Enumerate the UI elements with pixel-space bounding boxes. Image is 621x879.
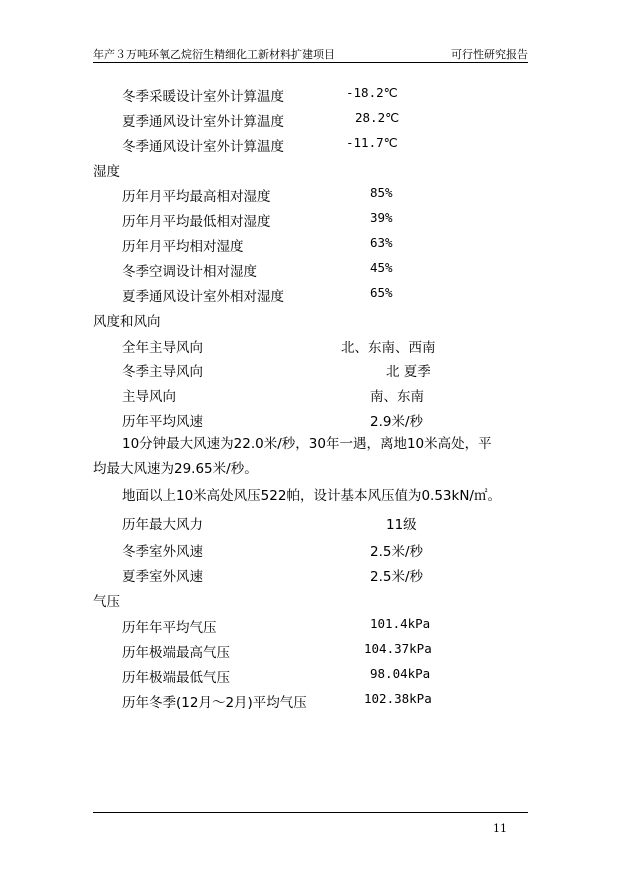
- row-label: 冬季空调设计相对湿度: [122, 264, 257, 280]
- row-value: 2.9米/秒: [370, 414, 424, 430]
- row-value: -18.2℃: [346, 85, 398, 100]
- row-label: 冬季采暖设计室外计算温度: [122, 89, 284, 105]
- row-label: 冬季主导风向: [122, 364, 203, 380]
- paragraph-line: 10分钟最大风速为22.0米/秒，30年一遇，离地10米高处，平: [122, 436, 492, 452]
- row-value: 63%: [370, 235, 393, 250]
- paragraph-line: 地面以上10米高处风压522帕，设计基本风压值为0.53kN/㎡。: [122, 488, 501, 504]
- row-value: 39%: [370, 210, 393, 225]
- row-value: 101.4kPa: [370, 616, 431, 631]
- row-label: 历年月平均最低相对湿度: [122, 214, 271, 230]
- paragraph: [93, 484, 528, 509]
- row-label: 夏季通风设计室外计算温度: [122, 114, 284, 130]
- row-label: 历年最大风力: [122, 517, 203, 533]
- row-value: 85%: [370, 185, 393, 200]
- row-label: 历年月平均最高相对湿度: [122, 189, 271, 205]
- row-value: 北、东南、西南: [341, 340, 436, 356]
- footer-rule: [93, 812, 528, 813]
- row-label: 夏季室外风速: [122, 569, 203, 585]
- page-number: 11: [493, 822, 507, 835]
- row-value: 11级: [386, 517, 417, 533]
- section-title: 湿度: [93, 164, 120, 180]
- row-value: 南、东南: [370, 389, 424, 405]
- header-report-title: 可行性研究报告: [451, 48, 528, 61]
- row-value: 北 夏季: [386, 364, 431, 380]
- row-value: -11.7℃: [346, 135, 398, 150]
- row-label: 历年极端最低气压: [122, 670, 230, 686]
- row-label: 历年极端最高气压: [122, 645, 230, 661]
- row-label: 夏季通风设计室外相对湿度: [122, 289, 284, 305]
- row-label: 冬季通风设计室外计算温度: [122, 139, 284, 155]
- section-title: 气压: [93, 594, 120, 610]
- row-label: 冬季室外风速: [122, 544, 203, 560]
- row-label: 历年年平均气压: [122, 620, 217, 636]
- row-value: 104.37kPa: [364, 641, 432, 656]
- paragraph: [93, 432, 528, 482]
- row-value: 65%: [370, 285, 393, 300]
- row-value: 28.2℃: [355, 110, 400, 125]
- row-value: 2.5米/秒: [370, 544, 424, 560]
- section-title: 风度和风向: [93, 314, 161, 330]
- row-value: 2.5米/秒: [370, 569, 424, 585]
- header-project-title: 年产３万吨环氧乙烷衍生精细化工新材料扩建项目: [93, 48, 335, 61]
- row-value: 102.38kPa: [364, 691, 432, 706]
- row-label: 全年主导风向: [122, 340, 203, 356]
- row-value: 98.04kPa: [370, 666, 431, 681]
- row-label: 历年平均风速: [122, 414, 203, 430]
- row-label: 主导风向: [122, 389, 176, 405]
- paragraph-line: 均最大风速为29.65米/秒。: [93, 461, 258, 477]
- row-label: 历年月平均相对湿度: [122, 239, 244, 255]
- row-label: 历年冬季(12月～2月)平均气压: [122, 695, 307, 711]
- row-value: 45%: [370, 260, 393, 275]
- page-header: [93, 44, 528, 63]
